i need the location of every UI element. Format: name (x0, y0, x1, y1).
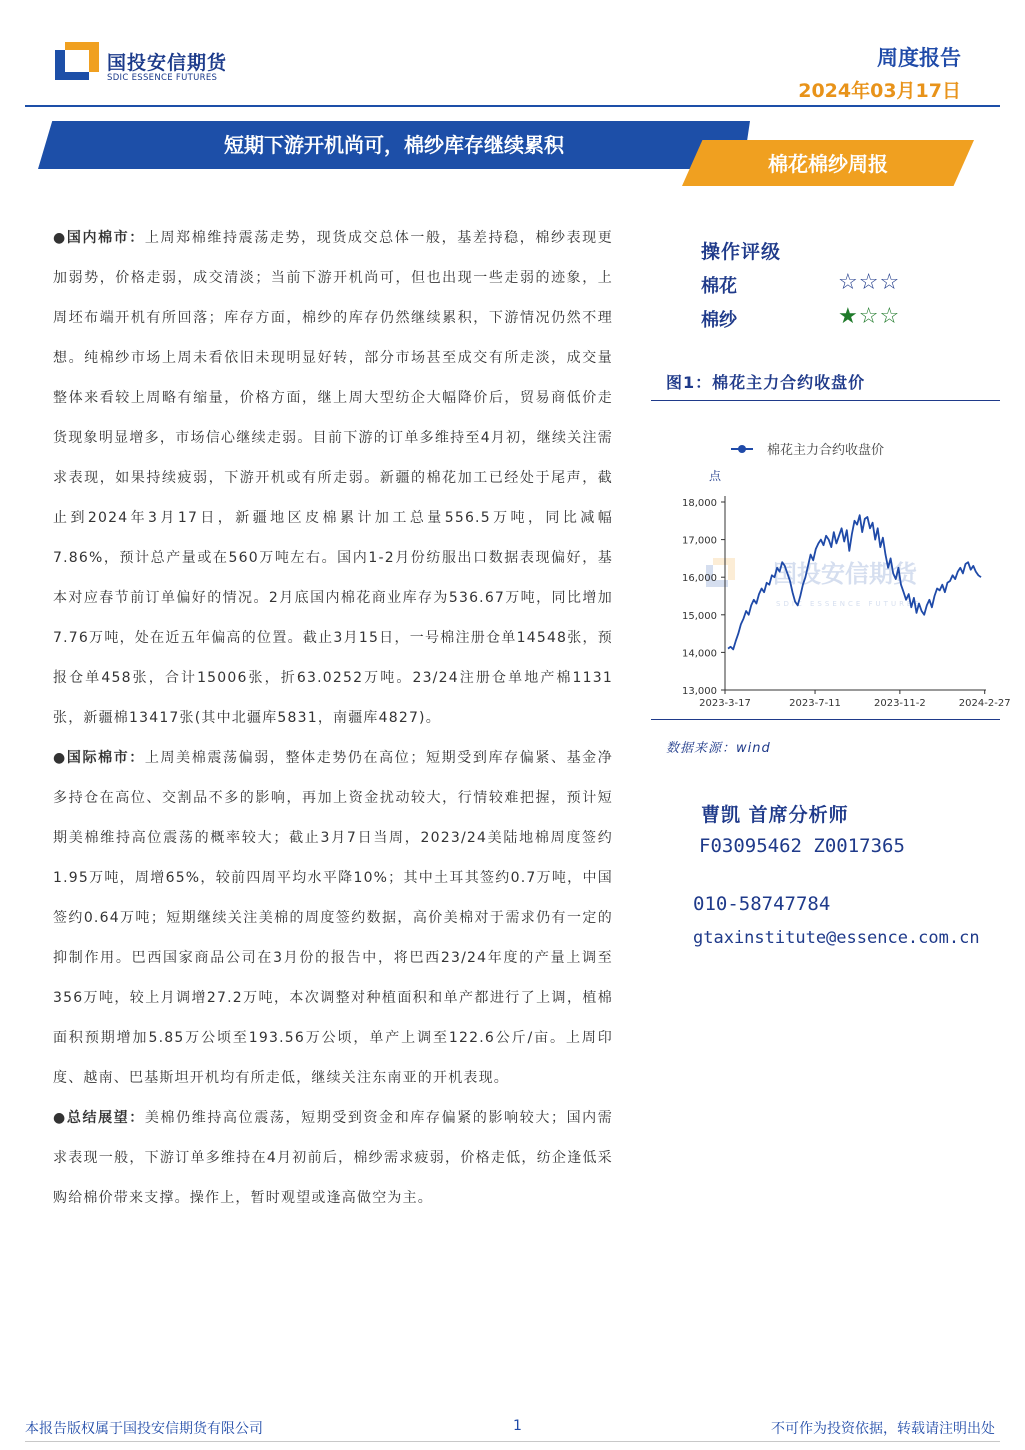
y-tick-label: 15,000 (682, 610, 717, 622)
y-tick-label: 14,000 (682, 648, 717, 660)
paragraph-heading: ●国际棉市： (53, 750, 145, 766)
paragraph-text: 美棉仍维持高位震荡，短期受到资金和库存偏紧的影响较大；国内需求表现一般，下游订单多维持在4月初前后，棉纱需求疲弱，价格走低，纺企逢低采购给棉价带来支撑。操作上，暂时观望或逢高做空为主。 (53, 1110, 613, 1206)
company-name-cn: 国投安信期货 (107, 52, 228, 74)
x-tick-label: 2023-11-2 (873, 698, 926, 709)
rating-label-yarn: 棉纱 (701, 310, 737, 331)
analyst-cert: F03095462 Z0017365 (699, 835, 905, 857)
figure-title: 图1：棉花主力合约收盘价 (666, 373, 866, 392)
page-number: 1 (513, 1418, 522, 1434)
y-tick-label: 16,000 (682, 573, 717, 585)
y-axis-unit: 点 (709, 469, 722, 483)
y-tick-label: 13,000 (682, 686, 717, 697)
watermark-subtext: SDIC ESSENCE FUTURES (776, 600, 922, 608)
x-tick-label: 2023-7-11 (789, 698, 841, 709)
legend-label: 棉花主力合约收盘价 (767, 443, 885, 458)
star-icon: ☆ (838, 270, 859, 295)
company-logo-icon (55, 42, 100, 82)
rating-label-cotton: 棉花 (701, 276, 737, 297)
star-icon: ☆ (879, 270, 901, 295)
star-icon: ☆ (858, 304, 880, 329)
report-title: 短期下游开机尚可，棉纱库存继续累积 (224, 133, 564, 157)
y-tick-label: 17,000 (682, 535, 717, 547)
x-tick-label: 2023-3-17 (699, 698, 751, 709)
star-icon: ☆ (879, 304, 901, 329)
paragraph-text: 上周美棉震荡偏弱，整体走势仍在高位；短期受到库存偏紧、基金净多持仓在高位、交割品不多的影响，再加上资金扰动较大，行情较难把握，预计短期美棉维持高位震荡的概率较大；截止3月7日当周，2023/24美陆地棉周度签约1.95万吨，周增65%，较前四周平均水平降10%；其中土耳其签约0.7万吨，中国签约0.64万吨；短期继续关注美棉的周度签约数据，高价美棉对于需求仍有一定的抑制作用。巴西国家商品公司在3月份的报告中，将巴西23/24年度的产量上调至356万吨，较上月调增27.2万吨，本次调整对种植面积和单产都进行了上调，植棉面积预期增加5.85万公顷至193.56万公顷，单产上调至122.6公斤/亩。上周印度、越南、巴基斯坦开机均有所走低，继续关注东南亚的开机表现。 (53, 750, 613, 1086)
paragraph-international (53, 738, 613, 1098)
paragraph-text: 上周郑棉维持震荡走势，现货成交总体一般，基差持稳，棉纱表现更加弱势，价格走弱，成交清淡；当前下游开机尚可，但也出现一些走弱的迹象，上周坯布端开机有所回落；库存方面，棉纱的库存仍然继续累积，下游情况仍然不理想。纯棉纱市场上周未看依旧未现明显好转，部分市场甚至成交有所走淡，成交量整体来看较上周略有缩量，价格方面，继上周大型纺企大幅降价后，贸易商低价走货现象明显增多，市场信心继续走弱。目前下游的订单多维持至4月初，继续关注需求表现，如果持续疲弱，下游开机或有所走弱。新疆的棉花加工已经处于尾声，截止到2024年3月17日，新疆地区皮棉累计加工总量556.5万吨，同比减幅7.86%，预计总产量或在560万吨左右。国内1-2月份纺服出口数据表现偏好，基本对应春节前订单偏好的情况。2月底国内棉花商业库存为536.67万吨，同比增加7.76万吨，处在近五年偏高的位置。截止3月15日，一号棉注册仓单14548张，预报仓单458张，合计15006张，折63.0252万吨。23/24注册仓单地产棉1131张，新疆棉13417张(其中北疆库5831，南疆库4827)。 (53, 230, 613, 726)
chart-legend (731, 442, 884, 458)
y-tick-label: 18,000 (682, 498, 717, 509)
report-category: 棉花棉纱周报 (768, 152, 888, 176)
price-line-chart (651, 430, 1011, 715)
analyst-phone: 010-58747784 (693, 893, 831, 915)
data-source: 数据来源：wind (666, 741, 771, 756)
analyst-name: 曹凯 首席分析师 (701, 804, 849, 826)
paragraph-domestic (53, 218, 613, 738)
star-filled-icon: ★ (838, 304, 859, 329)
rating-stars-yarn (838, 304, 900, 329)
footer-disclaimer: 不可作为投资依据，转载请注明出处 (771, 1421, 995, 1437)
x-tick-label: 2024-2-27 (958, 698, 1011, 709)
legend-marker (738, 445, 746, 453)
star-icon: ☆ (858, 270, 880, 295)
footer-copyright: 本报告版权属于国投安信期货有限公司 (25, 1421, 263, 1437)
watermark-text: 国投安信期货 (773, 560, 917, 588)
rating-title: 操作评级 (701, 241, 782, 263)
footer-divider (25, 1441, 1000, 1442)
header-divider (25, 105, 1000, 107)
report-body (53, 218, 613, 1218)
paragraph-heading: ●总结展望： (53, 1110, 145, 1126)
analyst-email[interactable]: gtaxinstitute@essence.com.cn (693, 928, 980, 948)
rating-stars-cotton (838, 270, 900, 295)
paragraph-outlook (53, 1098, 613, 1218)
report-date: 2024年03月17日 (798, 80, 961, 102)
report-type: 周度报告 (877, 46, 961, 70)
figure-bottom-rule (651, 719, 1000, 720)
figure-top-rule (651, 400, 1000, 401)
paragraph-heading: ●国内棉市： (53, 230, 145, 246)
company-name-en: SDIC ESSENCE FUTURES (107, 73, 218, 83)
